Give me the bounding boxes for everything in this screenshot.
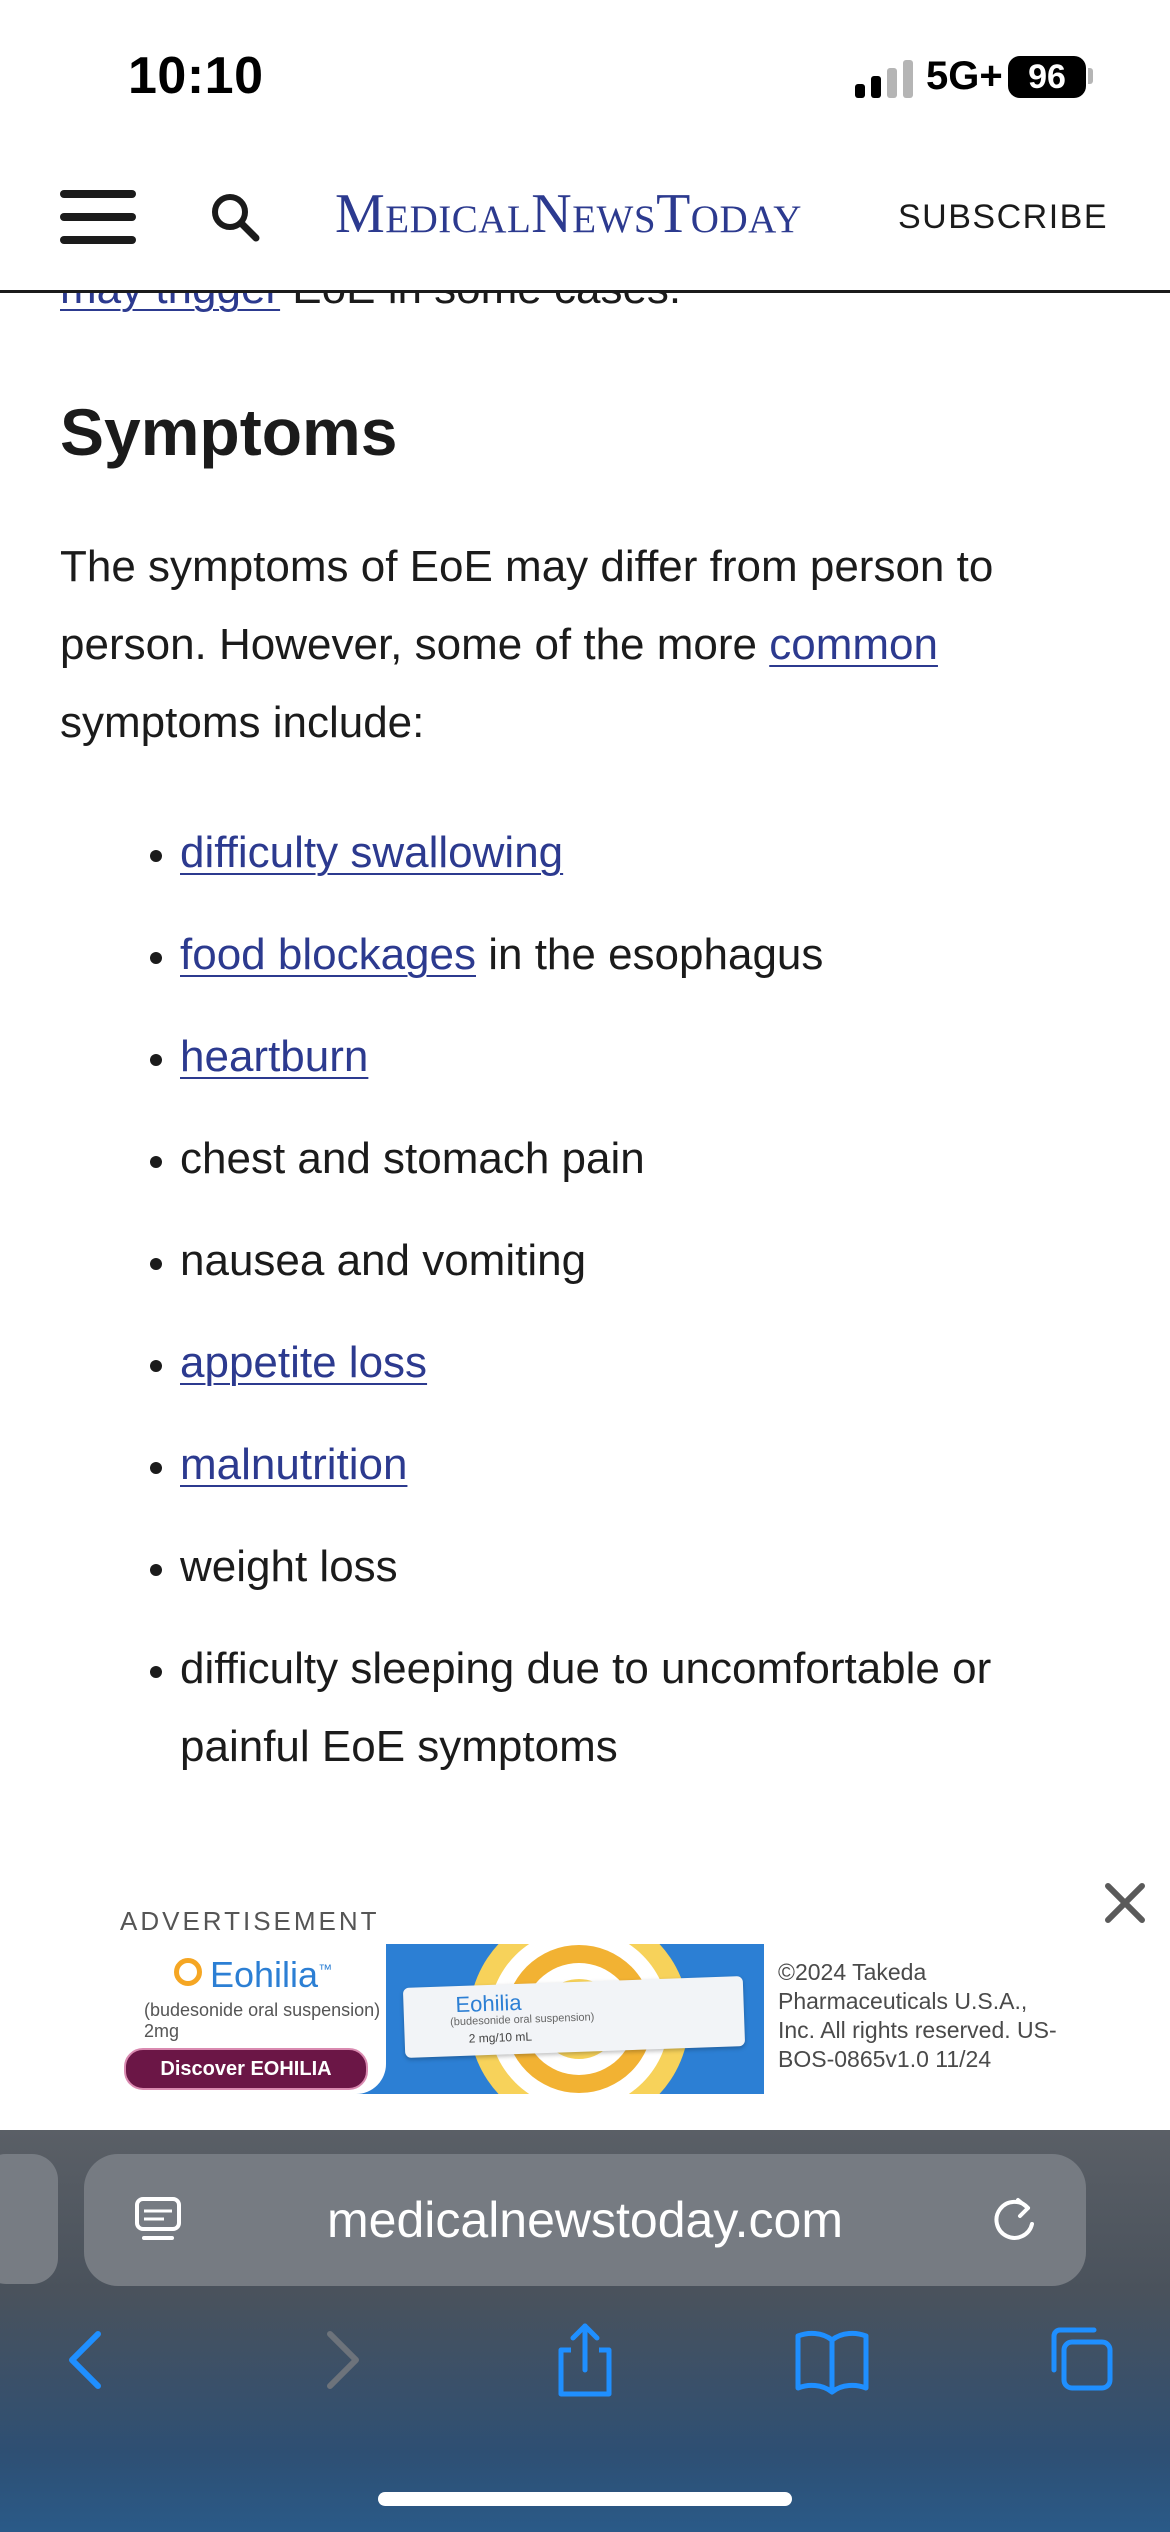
ad-brand-name (170, 1954, 332, 1996)
cellular-signal-icon (855, 58, 915, 98)
logo-part: edical (385, 183, 532, 245)
discover-eohilia-button[interactable]: Discover EOHILIA (124, 2048, 368, 2090)
logo-part: oday (690, 183, 802, 245)
section-heading: Symptoms (60, 395, 398, 469)
list-item (180, 814, 1090, 892)
logo-letter: T (656, 183, 691, 245)
ad-copyright: ©2024 Takeda Pharmaceuticals U.S.A., Inc. All rights reserved. US-BOS-0865v1.0 11/24 (778, 1959, 1057, 2072)
menu-button[interactable] (60, 190, 136, 244)
list-item (180, 1426, 1090, 1504)
url-text: medicalnewstoday.com (327, 2192, 843, 2248)
symptom-text: chest and stomach pain (180, 1134, 645, 1183)
address-bar[interactable] (84, 2154, 1086, 2286)
ad-pack-name: Eohilia (455, 1989, 522, 2018)
symptom-link[interactable]: heartburn (180, 1032, 369, 1081)
logo-letter: N (531, 183, 573, 245)
common-link[interactable]: common (769, 620, 938, 669)
battery-level: 96 (1028, 58, 1066, 96)
ad-close-button[interactable] (1100, 1878, 1150, 1928)
share-button[interactable] (545, 2320, 625, 2400)
paragraph-text: symptoms include: (60, 698, 425, 747)
chevron-left-icon (48, 2320, 128, 2400)
list-item (180, 1528, 1090, 1606)
paragraph-text: The symptoms of EoE may differ from person to person. However, some of the more (60, 542, 994, 669)
ad-subtitle: (budesonide oral suspension) 2mg (144, 2000, 381, 2041)
ad-banner[interactable] (104, 1944, 764, 2094)
list-item (180, 1120, 1090, 1198)
forward-button[interactable] (300, 2320, 380, 2400)
battery-icon (1008, 56, 1086, 98)
tabs-button[interactable] (1040, 2320, 1120, 2400)
list-item (180, 1324, 1090, 1402)
reload-icon[interactable] (988, 2194, 1040, 2246)
home-indicator[interactable] (378, 2492, 792, 2506)
ad-product-pack (403, 1976, 745, 2058)
status-time: 10:10 (128, 47, 264, 105)
back-button[interactable] (48, 2320, 128, 2400)
book-icon (792, 2320, 872, 2400)
article-body (60, 250, 1090, 1810)
site-header (0, 150, 1170, 293)
symptom-link[interactable]: malnutrition (180, 1440, 408, 1489)
subscribe-button[interactable]: SUBSCRIBE (898, 198, 1108, 236)
logo-part: ews (572, 183, 657, 245)
list-item (180, 916, 1090, 994)
symptom-text: in the esophagus (476, 930, 824, 979)
logo-letter: M (335, 183, 386, 245)
list-item (180, 1018, 1090, 1096)
bookmarks-button[interactable] (792, 2320, 872, 2400)
ad-trademark: ™ (318, 1961, 333, 1977)
network-type: 5G+ (926, 54, 1003, 98)
list-item (180, 1222, 1090, 1300)
ad-brand-text: Eohilia (210, 1954, 319, 1995)
site-logo[interactable] (335, 182, 802, 246)
ad-pack-subtitle: (budesonide oral suspension) (449, 2011, 595, 2029)
browser-toolbar (0, 2130, 1170, 2532)
search-button[interactable] (206, 188, 266, 248)
list-item (180, 1630, 1090, 1786)
symptoms-list (60, 814, 1090, 1786)
symptom-link[interactable]: food blockages (180, 930, 476, 979)
menu-icon-bar (60, 236, 136, 244)
menu-icon-bar (60, 213, 136, 221)
ad-brand-box (104, 1944, 386, 2094)
battery-tip (1088, 68, 1093, 84)
tabs-icon (1040, 2320, 1120, 2400)
symptom-link[interactable]: appetite loss (180, 1338, 428, 1387)
symptom-text: difficulty sleeping due to uncomfortable or painful EoE symptoms (180, 1644, 992, 1771)
status-bar (0, 0, 1170, 150)
intro-paragraph (60, 528, 1090, 762)
ad-label: ADVERTISEMENT (120, 1906, 380, 1936)
ad-pack-dose: 2 mg/10 mL (468, 2029, 533, 2046)
chevron-right-icon (300, 2320, 380, 2400)
symptom-text: weight loss (180, 1542, 398, 1591)
share-icon (545, 2320, 625, 2400)
symptom-text: nausea and vomiting (180, 1236, 587, 1285)
menu-icon (60, 190, 136, 198)
search-icon (206, 188, 266, 248)
close-icon (1100, 1878, 1150, 1928)
symptom-link[interactable]: difficulty swallowing (180, 828, 564, 877)
previous-tab-peek[interactable] (0, 2154, 58, 2284)
advertisement (0, 1866, 1170, 2130)
